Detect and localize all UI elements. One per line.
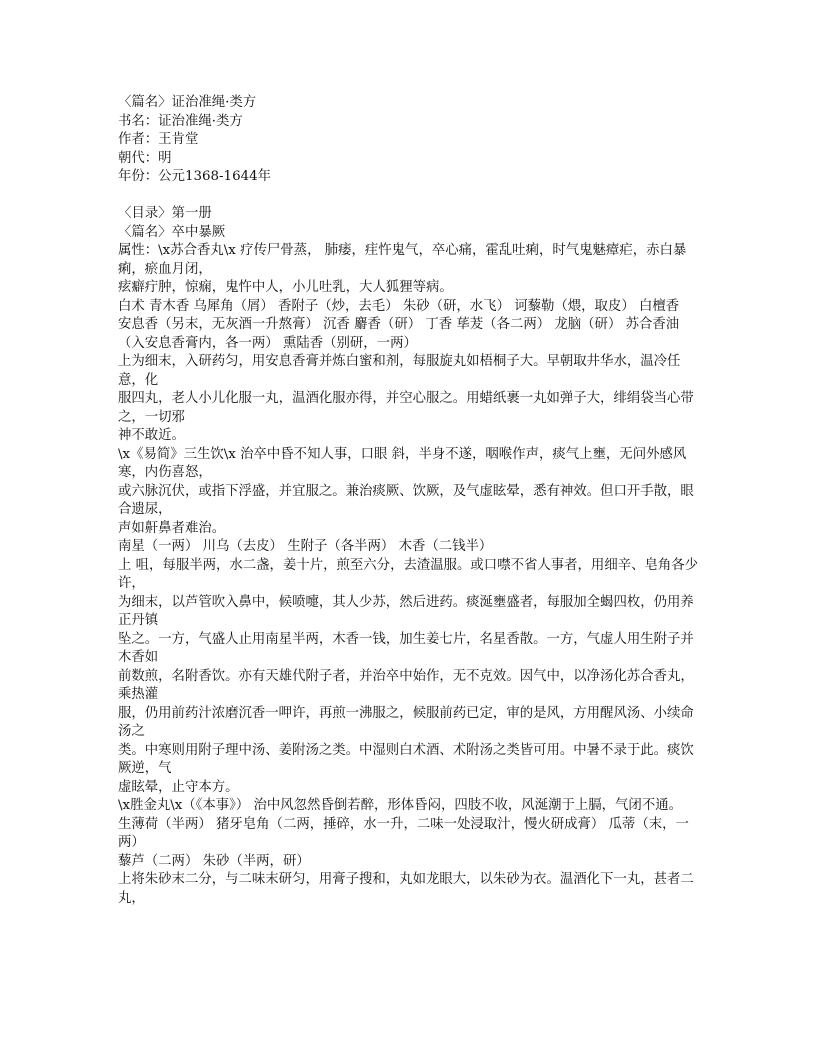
text-line: 痃癖疔肿，惊痫，鬼忤中人，小儿吐乳，大人狐狸等病。 [118,280,453,295]
text-line: 属性：\x苏合香丸\x 疗传尸骨蒸， 肺痿，疰忤鬼气，卒心痛，霍乱吐痢，时气鬼魅瘴疟，赤白暴痢，瘀血月闭， [118,243,687,277]
text-line: \x《易简》三生饮\x 治卒中昏不知人事，口眼 斜，半身不遂，咽喉作声，痰气上壅，无问外感风寒，内伤喜怒， [118,446,687,480]
text-line: （入安息香膏内，各一两） 熏陆香（别研，一两） [118,335,417,351]
text-line: 〈篇名〉卒中暴厥 [118,224,226,240]
text-line: 白术 青木香 乌犀角（屑） 香附子（炒，去毛） 朱砂（研，水飞） 诃藜勒（煨，取皮） 白檀香 [118,298,680,314]
section-gap [118,187,700,206]
text-line: 上将朱砂末二分，与二味末研匀，用膏子搜和，丸如龙眼大，以朱砂为衣。温酒化下一丸，甚者二丸， [118,872,694,906]
text-line: 安息香（另末，无灰酒一升熬膏） 沉香 麝香（研） 丁香 荜茇（各二两） 龙脑（研） 苏合香油 [118,317,680,332]
text-line: 神不敢近。 [118,428,185,443]
text-line: 上为细末，入研药匀，用安息香膏并炼白蜜和剂，每服旋丸如梧桐子大。早朝取井华水，温冷任意，化 [118,354,681,388]
document-page [118,94,700,908]
dynasty: 朝代：明 [118,150,172,166]
text-line: 声如鼾鼻者难治。 [118,520,226,536]
text-line: 类。中寒则用附子理中汤、姜附汤之类。中湿则白术酒、术附汤之类皆可用。中暑不录于此。痰饮厥逆，气 [118,742,694,776]
text-line: 藜芦（二两） 朱砂（半两，研） [118,853,310,869]
text-line: 虚眩晕，止守本方。 [118,779,239,795]
chapter-title: 〈篇名〉证治准绳·类方 [118,95,257,110]
text-line: 或六脉沉伏，或指下浮盛，并宜服之。兼治痰厥、饮厥，及气虚眩晕，悉有神效。但口开手散，眼合遗尿， [118,483,694,517]
text-line: \x胜金丸\x（《本事》） 治中风忽然昏倒若醉，形体昏闷，四肢不收，风涎潮于上膈，气闭不通。 [118,798,682,813]
text-line: 坠之。一方，气盛人止用南星半两，木香一钱，加生姜七片，名星香散。一方，气虚人用生附子并木香如 [118,631,694,665]
header-block [118,94,700,187]
body-text [118,205,700,908]
text-line: 〈目录〉第一册 [118,206,212,221]
text-line: 服四丸，老人小儿化服一丸，温酒化服亦得，并空心服之。用蜡纸裹一丸如弹子大，绯绢袋当心带之，一切邪 [118,391,694,425]
year: 年份：公元1368-1644年 [118,169,272,184]
text-line: 生薄荷（半两） 猪牙皂角（二两，捶碎，水一升，二味一处浸取汁，慢火研成膏） 瓜蒂（末，一两） [118,816,689,850]
author: 作者：王肯堂 [118,132,199,147]
text-line: 南星（一两） 川乌（去皮） 生附子（各半两） 木香（二钱半） [118,539,493,554]
text-line: 上 咀，每服半两，水二盏，姜十片，煎至六分，去渣温服。或口噤不省人事者，用细辛、皂角各少许， [118,557,699,591]
text-line: 前数煎，名附香饮。亦有天雄代附子者，并治卒中始作，无不克效。因气中，以净汤化苏合香丸，乘热灌 [118,668,694,702]
text-line: 为细末，以芦管吹入鼻中，候喷嚏，其人少苏，然后进药。痰涎壅盛者，每服加全蝎四枚，仍用养正丹镇 [118,594,694,628]
book-name: 书名：证治准绳·类方 [118,113,243,129]
text-line: 服，仍用前药汁浓磨沉香一呷许，再煎一沸服之，候服前药已定，审的是风，方用醒风汤、小续命汤之 [118,705,694,739]
